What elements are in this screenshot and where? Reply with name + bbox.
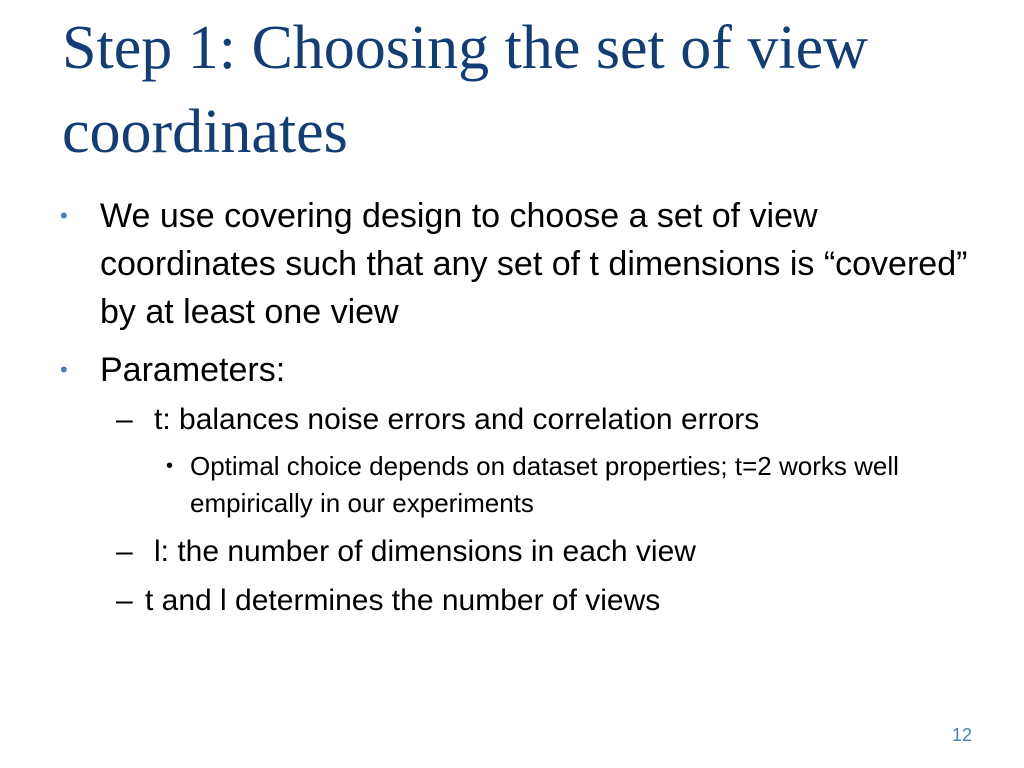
sub-bullet-t-and-l: t and l determines the number of views bbox=[145, 584, 661, 617]
slide-title: Step 1: Choosing the set of view coordinates bbox=[62, 14, 868, 166]
dash-icon: – bbox=[116, 403, 133, 436]
bullet-covering-design: We use covering design to choose a set of view coordinates such that any set of t dimensions is “covered” by at least one view bbox=[100, 197, 968, 331]
dash-icon: – bbox=[116, 535, 133, 568]
sub-sub-bullet-optimal-choice: Optimal choice depends on dataset properties; t=2 works well empirically in our experiments bbox=[190, 451, 899, 518]
bullet-icon: • bbox=[166, 455, 174, 477]
bullet-icon: • bbox=[60, 357, 68, 382]
dash-icon: – bbox=[116, 584, 133, 617]
sub-bullet-l: l: the number of dimensions in each view bbox=[154, 535, 696, 568]
bullet-parameters: Parameters: bbox=[100, 351, 286, 389]
bullet-icon: • bbox=[60, 203, 68, 228]
page-number: 12 bbox=[951, 725, 972, 745]
sub-bullet-t: t: balances noise errors and correlation errors bbox=[154, 403, 760, 436]
